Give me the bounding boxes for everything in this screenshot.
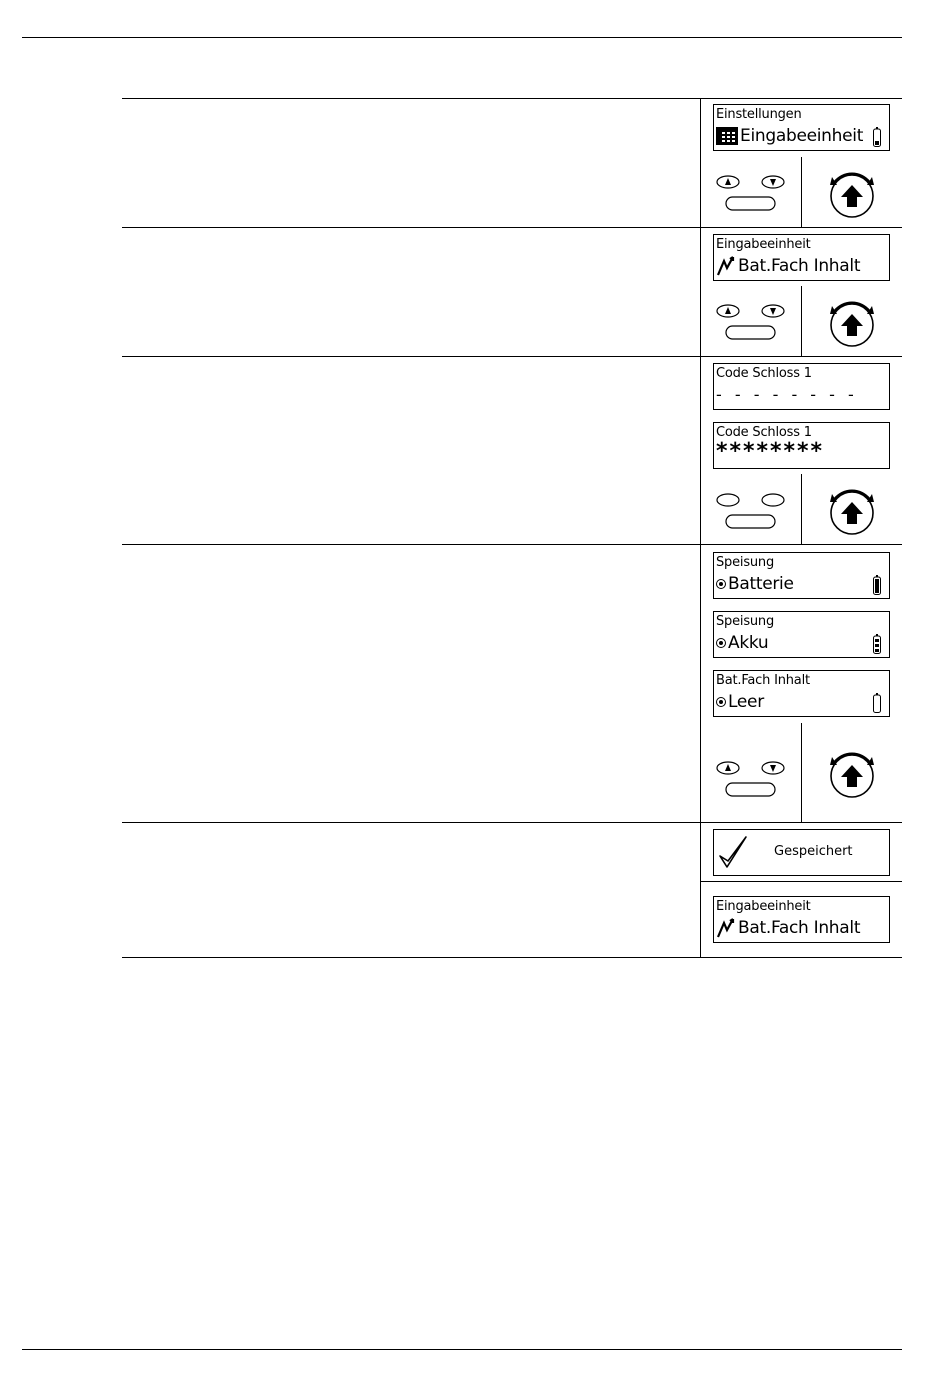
- table-row-divider: [700, 881, 902, 882]
- display-title: Speisung: [716, 555, 775, 570]
- display-value: Eingabeeinheit: [740, 126, 864, 146]
- battery-empty-icon: [873, 693, 881, 713]
- lcd-display-code-entered: [713, 422, 890, 469]
- display-title: Speisung: [716, 614, 775, 629]
- lcd-display-supply-battery: [713, 552, 890, 599]
- display-value: ********: [716, 439, 825, 464]
- radio-selected-icon: [716, 638, 726, 648]
- table-row-divider: [122, 822, 902, 823]
- lcd-display-settings: [713, 104, 890, 151]
- checkmark-icon: [718, 834, 748, 870]
- accumulator-icon: [873, 634, 881, 654]
- page-top-rule: [22, 37, 902, 38]
- lcd-display-battery-compartment: [713, 670, 890, 717]
- table-row-divider: [122, 98, 902, 99]
- display-value: Leer: [728, 692, 764, 712]
- keypad-buttons-icon: [716, 301, 796, 361]
- lcd-display-supply-accu: [713, 611, 890, 658]
- display-value: - - - - - - - -: [716, 385, 858, 404]
- display-value: Gespeichert: [774, 844, 853, 859]
- radio-selected-icon: [716, 579, 726, 589]
- display-value: Batterie: [728, 574, 794, 594]
- rotary-knob-icon: [822, 477, 882, 541]
- display-title: Einstellungen: [716, 107, 802, 122]
- battery-full-icon: [873, 575, 881, 595]
- lightning-icon: [716, 918, 736, 938]
- display-title: Code Schloss 1: [716, 425, 812, 440]
- rotary-knob-icon: [822, 740, 882, 804]
- lcd-display-saved: [713, 829, 890, 876]
- control-separator: [801, 474, 802, 544]
- display-title: Code Schloss 1: [716, 366, 812, 381]
- keypad-buttons-icon: [716, 758, 796, 818]
- lcd-display-code-empty: [713, 363, 890, 410]
- battery-icon: [873, 127, 881, 147]
- display-value: Bat.Fach Inhalt: [738, 918, 861, 938]
- page-bottom-rule: [22, 1349, 902, 1350]
- control-separator: [801, 723, 802, 822]
- display-value: Akku: [728, 633, 769, 653]
- table-column-divider: [700, 98, 701, 957]
- rotary-knob-icon: [822, 289, 882, 353]
- keypad-icon: [716, 127, 738, 145]
- display-value: Bat.Fach Inhalt: [738, 256, 861, 276]
- lightning-icon: [716, 256, 736, 276]
- display-title: Eingabeeinheit: [716, 899, 811, 914]
- lcd-display-input-unit: [713, 234, 890, 281]
- control-separator: [801, 157, 802, 227]
- table-row-divider: [122, 957, 902, 958]
- display-title: Eingabeeinheit: [716, 237, 811, 252]
- keypad-buttons-icon: [716, 172, 796, 232]
- radio-selected-icon: [716, 697, 726, 707]
- lcd-display-input-unit-return: [713, 896, 890, 943]
- keypad-buttons-icon: [716, 490, 796, 550]
- rotary-knob-icon: [822, 160, 882, 224]
- display-title: Bat.Fach Inhalt: [716, 673, 810, 688]
- control-separator: [801, 286, 802, 356]
